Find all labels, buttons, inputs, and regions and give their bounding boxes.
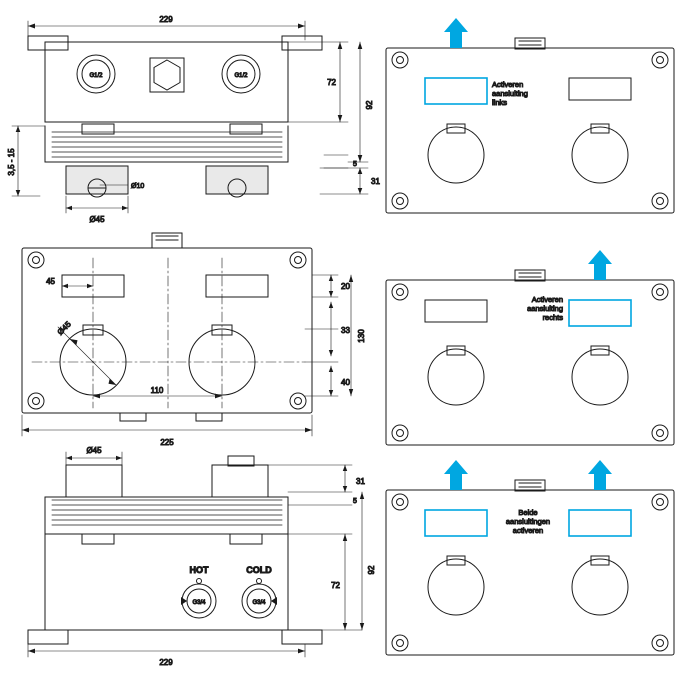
- caption-line-3: links: [492, 98, 508, 107]
- outlet-left-active-view: [386, 18, 674, 213]
- right-button[interactable]: [569, 78, 631, 100]
- highlight-right-button[interactable]: [569, 300, 631, 326]
- rear-elevation-view: [28, 446, 376, 667]
- dim-label-72-front: 72: [327, 78, 336, 87]
- dim-label-31-front: 31: [371, 177, 380, 186]
- caption-line-2: aansluiting: [527, 304, 563, 313]
- dimension-wall-range: [12, 126, 45, 196]
- caption-line-1: Activeren: [531, 295, 563, 304]
- dim-label-45-plan: 45: [46, 277, 55, 286]
- dimension-group-right-front: [288, 42, 368, 194]
- dim-label-92-rear: 92: [367, 565, 376, 575]
- port-label-left: G1/2: [89, 73, 103, 79]
- highlight-right-button[interactable]: [569, 510, 631, 536]
- dim-label-92-front: 92: [365, 100, 374, 110]
- dim-label-dia45-plan: Ø45: [55, 319, 73, 337]
- label-cold-port: G3/4: [252, 600, 266, 606]
- label-hot: HOT: [189, 565, 209, 575]
- outlet-both-active-view: [386, 460, 674, 655]
- arrow-up-right: [588, 250, 612, 280]
- caption-line-3: activeren: [512, 526, 544, 535]
- dimension-circle-dia-plan: [58, 327, 116, 385]
- label-hot-port: G3/4: [192, 600, 206, 606]
- outlet-right-active-view: [386, 250, 674, 445]
- dim-label-33: 33: [341, 326, 350, 335]
- dim-label-5-rear: 5: [353, 498, 357, 505]
- caption-line-2: aansluiting: [492, 89, 528, 98]
- dim-label-dia45-front: Ø45: [89, 215, 105, 224]
- dimension-plate-width: [62, 284, 93, 289]
- caption-line-1: Activeren: [492, 80, 524, 89]
- caption-line-3: rechts: [542, 313, 563, 322]
- dim-label-20: 20: [341, 282, 350, 291]
- dim-label-31-rear: 31: [356, 477, 365, 486]
- dim-label-dia45-rear: Ø45: [86, 446, 102, 455]
- arrow-up-right: [588, 460, 612, 490]
- dim-label-dia10: Ø10: [131, 183, 145, 190]
- arrow-up-left: [444, 18, 468, 48]
- left-button[interactable]: [425, 300, 487, 322]
- dimension-width-225: [22, 415, 312, 436]
- dim-label-110: 110: [150, 386, 164, 395]
- caption-line-2: aansluitingen: [505, 517, 551, 526]
- dim-label-229-top: 229: [159, 15, 173, 24]
- dimension-cap-dia: [66, 196, 128, 213]
- port-label-right: G1/2: [234, 73, 248, 79]
- caption-line-1: Beide: [518, 508, 538, 517]
- highlight-left-button[interactable]: [425, 78, 487, 104]
- dimension-width-229-bottom: [28, 644, 305, 657]
- plan-view: [22, 233, 366, 447]
- dim-label-wall-range: 3,5 - 15: [7, 148, 16, 176]
- dim-label-40: 40: [341, 378, 350, 387]
- label-cold: COLD: [246, 565, 272, 575]
- highlight-left-button[interactable]: [425, 510, 487, 536]
- dim-label-130: 130: [357, 329, 366, 343]
- dim-label-225: 225: [160, 438, 174, 447]
- dim-label-72-rear: 72: [331, 581, 340, 590]
- dim-label-5-front: 5: [353, 161, 357, 168]
- dimension-group-right-rear: [268, 465, 364, 630]
- arrow-up-left: [444, 460, 468, 490]
- dim-label-229-bottom: 229: [159, 658, 173, 667]
- front-elevation-view: [7, 15, 380, 224]
